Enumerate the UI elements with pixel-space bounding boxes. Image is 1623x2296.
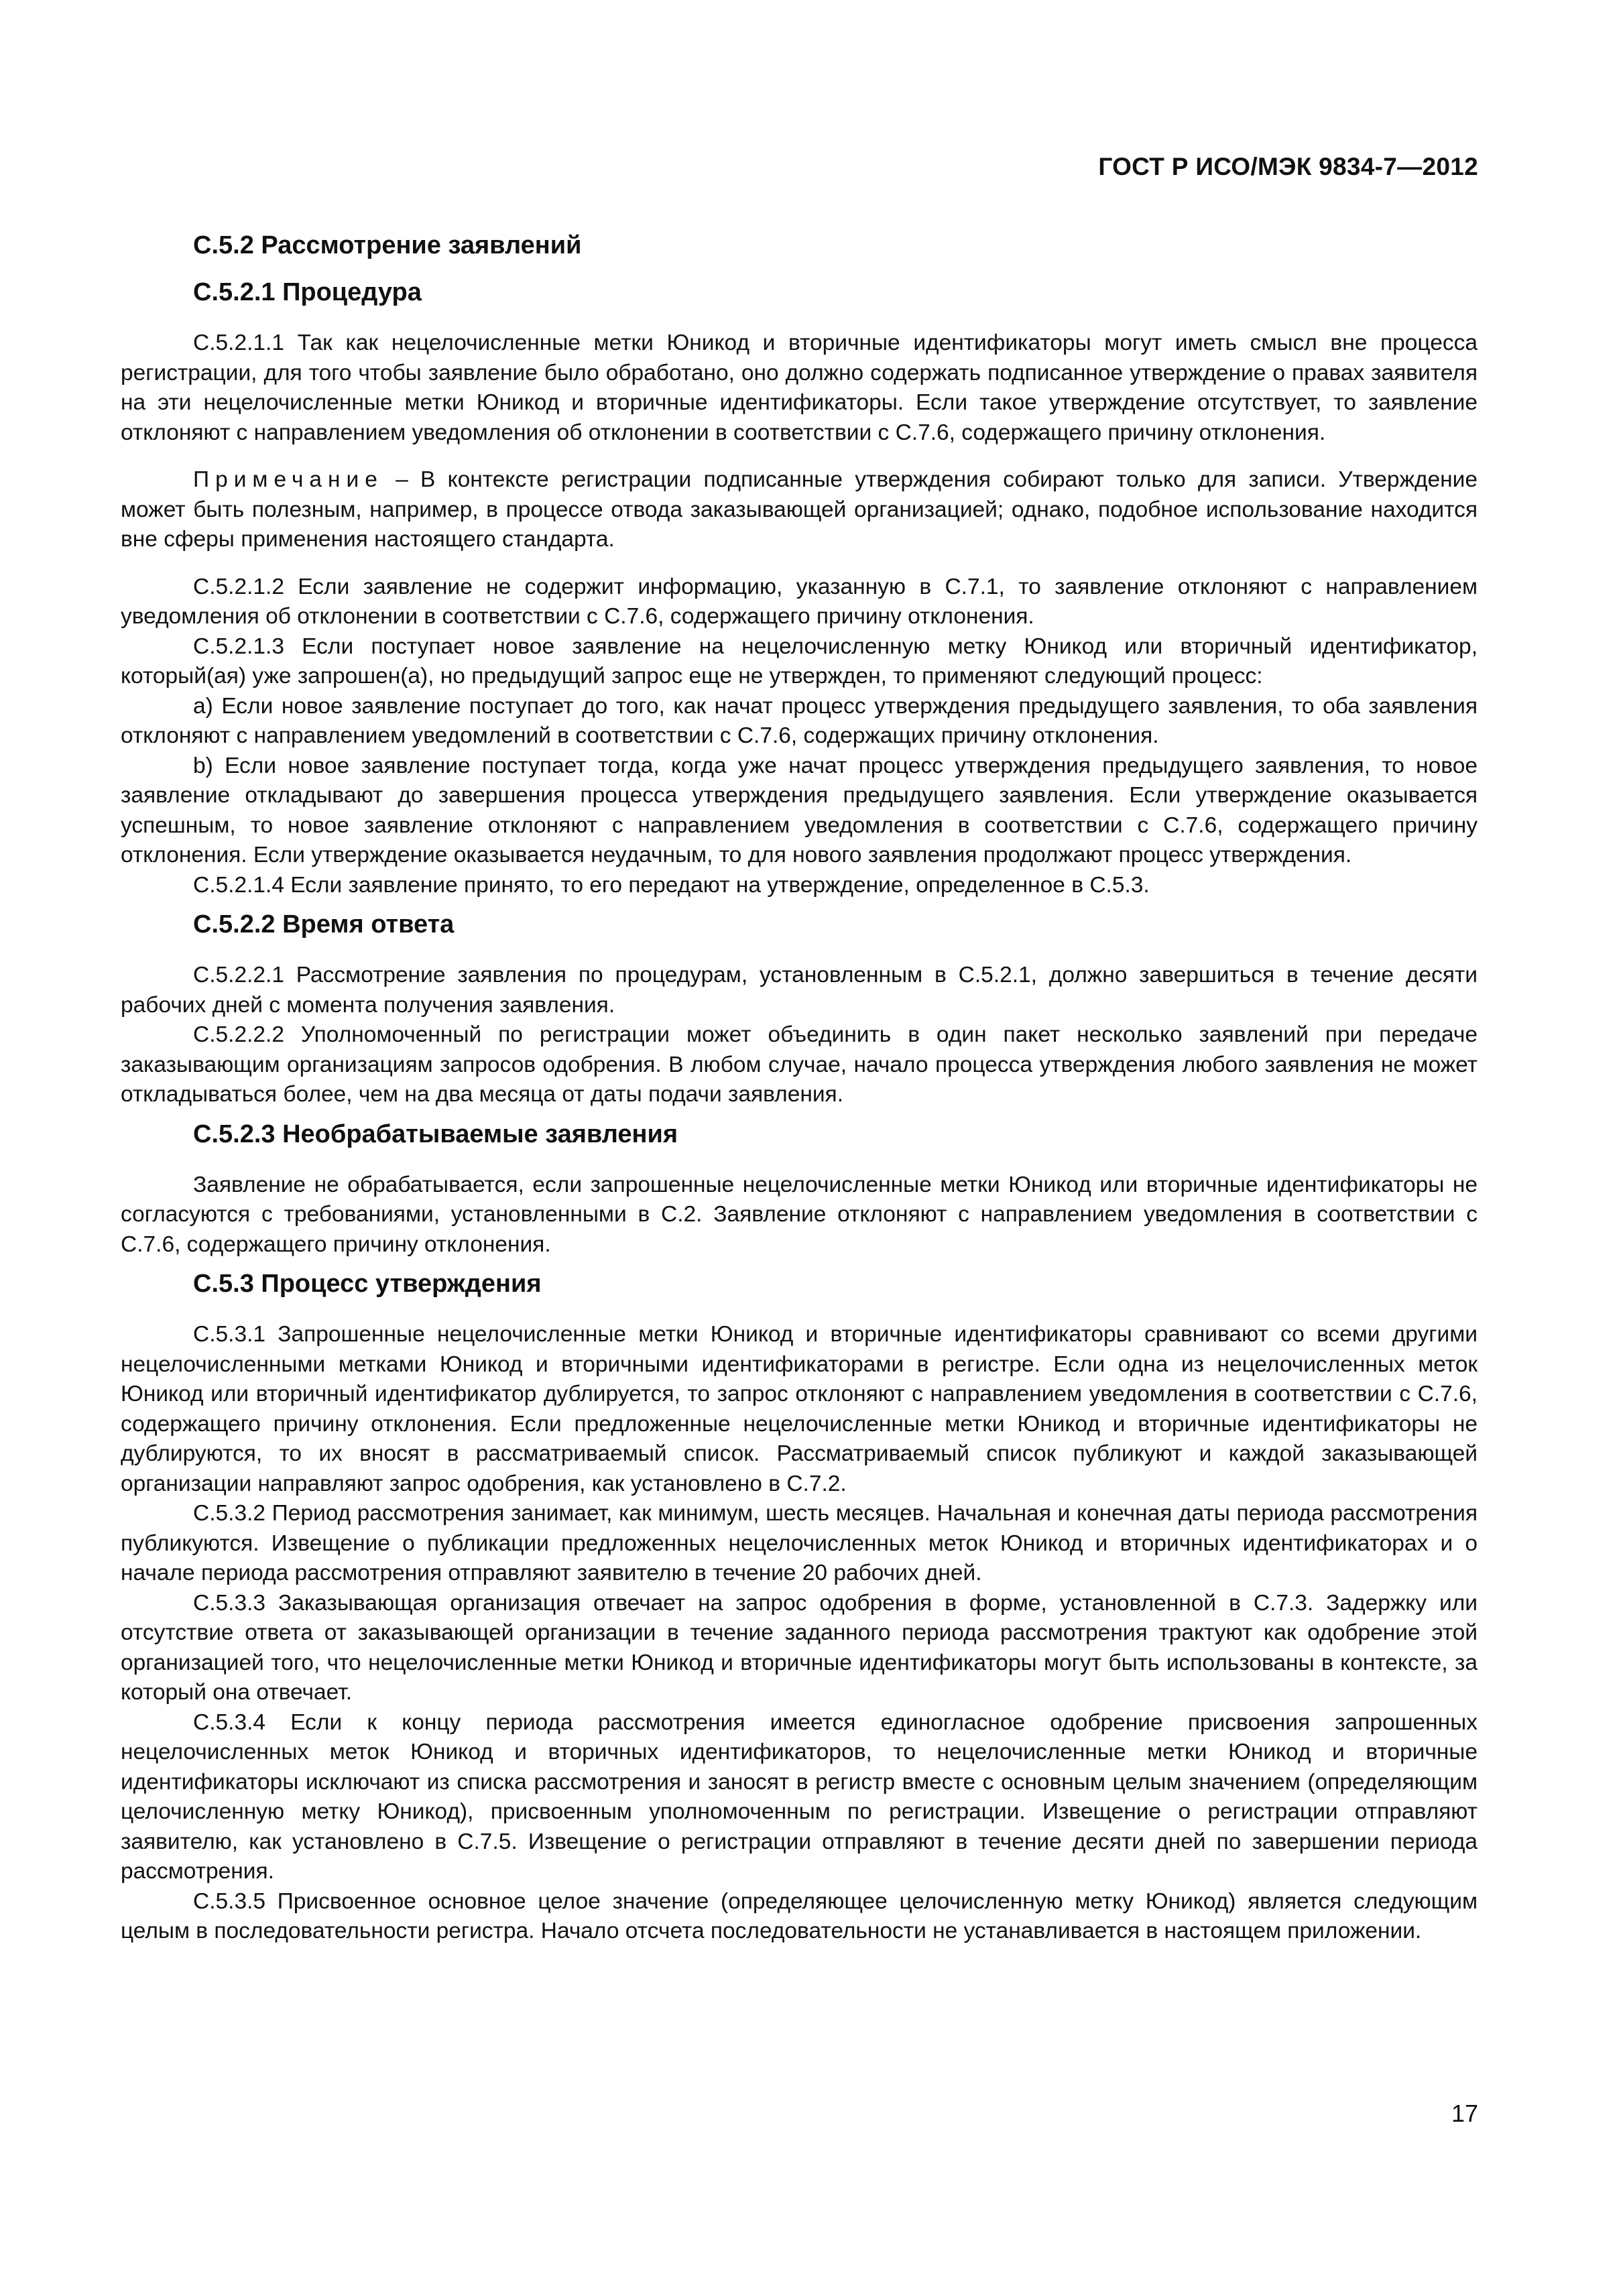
list-item-a: a) Если новое заявление поступает до того, как начат процесс утверждения предыдущего заявления, то оба заявления отклоняют с направлением уведомлений в соответствии с C.7.6, содержащих причину отклонения. bbox=[121, 693, 1478, 748]
note-paragraph bbox=[121, 465, 1478, 555]
note-text: – В контексте регистрации подписанные утверждения собирают только для записи. Утверждение может быть полезным, например, в процессе отвода заказывающей организацией; однако, подобное использование находится вне сферы применения настоящего стандарта. bbox=[121, 467, 1478, 552]
section-heading-c523: C.5.2.3 Необрабатываемые заявления bbox=[193, 1120, 678, 1148]
paragraph-c5222: C.5.2.2.2 Уполномоченный по регистрации может объединить в один пакет несколько заявлений при передаче заказывающим организациям запросов одобрения. В любом случае, начало процесса утверждения любого заявления не может откладываться более, чем на два месяца от даты подачи заявления. bbox=[121, 1022, 1478, 1107]
paragraph-c534: C.5.3.4 Если к концу периода рассмотрения имеется единогласное одобрение присвоения запрошенных нецелочисленных меток Юникод и вторичных идентификаторов, то нецелочисленные метки Юникод и вторичные идентификаторы исключают из списка рассмотрения и заносят в регистр вместе с основным целым значением (определяющим целочисленную метку Юникод), присвоенным уполномоченным по регистрации. Извещение о регистрации отправляют заявителю, как установлено в C.7.5. Извещение о регистрации отправляют в течение десяти дней по завершении периода рассмотрения. bbox=[121, 1709, 1478, 1884]
document-header-id: ГОСТ Р ИСО/МЭК 9834-7—2012 bbox=[1098, 153, 1478, 180]
paragraph-c533: C.5.3.3 Заказывающая организация отвечает на запрос одобрения в форме, установленной в C.7.3. Задержку или отсутствие ответа от заказывающей организации в течение заданного периода рассмотрения трактуют как одобрение этой организацией того, что нецелочисленные метки Юникод и вторичные идентификаторы могут быть использованы в контексте, за который она отвечает. bbox=[121, 1590, 1478, 1705]
paragraph-c523: Заявление не обрабатывается, если запрошенные нецелочисленные метки Юникод или вторичные идентификаторы не согласуются с требованиями, установленными в C.2. Заявление отклоняют с направлением уведомления в соответствии с C.7.6, содержащего причину отклонения. bbox=[121, 1172, 1478, 1257]
section-heading-c522: C.5.2.2 Время ответа bbox=[193, 910, 455, 939]
paragraph-c531: C.5.3.1 Запрошенные нецелочисленные метки Юникод и вторичные идентификаторы сравнивают со всеми другими нецелочисленными метками Юникод и вторичными идентификаторами в регистре. Если одна из нецелочисленных меток Юникод или вторичный идентификатор дублируется, то запрос отклоняют с направлением уведомления в соответствии с C.7.6, содержащего причину отклонения. Если предложенные нецелочисленные метки Юникод и вторичные идентификаторы не дублируются, то их вносят в рассматриваемый список. Рассматриваемый список публикуют и каждой заказывающей организации направляют запрос одобрения, как установлено в C.7.2. bbox=[121, 1322, 1478, 1496]
paragraph-c532: C.5.3.2 Период рассмотрения занимает, как минимум, шесть месяцев. Начальная и конечная даты периода рассмотрения публикуются. Извещение о публикации предложенных нецелочисленных меток Юникод и вторичных идентификаторах и о начале периода рассмотрения отправляют заявителю в течение 20 рабочих дней. bbox=[121, 1501, 1478, 1585]
document-body bbox=[121, 228, 1478, 1947]
section-heading-c521: C.5.2.1 Процедура bbox=[193, 278, 422, 306]
note-label: Примечание bbox=[193, 467, 383, 492]
list-item-b: b) Если новое заявление поступает тогда, когда уже начат процесс утверждения предыдущего заявления, то новое заявление откладывают до завершения процесса утверждения предыдущего заявления. Если утверждение оказывается успешным, то новое заявление отклоняют с направлением уведомления в соответствии с C.7.6, содержащего причину отклонения. Если утверждение оказывается неудачным, то для нового заявления продолжают процесс утверждения. bbox=[121, 753, 1478, 867]
paragraph-c5211: C.5.2.1.1 Так как нецелочисленные метки Юникод и вторичные идентификаторы могут иметь смысл вне процесса регистрации, для того чтобы заявление было обработано, оно должно содержать подписанное утверждение о правах заявителя на эти нецелочисленные метки Юникод и вторичные идентификаторы. Если такое утверждение отсутствует, то заявление отклоняют с направлением уведомления об отклонении в соответствии с C.7.6, содержащего причину отклонения. bbox=[121, 330, 1478, 445]
paragraph-c5221: C.5.2.2.1 Рассмотрение заявления по процедурам, установленным в C.5.2.1, должно завершиться в течение десяти рабочих дней с момента получения заявления. bbox=[121, 963, 1478, 1018]
paragraph-c5212: C.5.2.1.2 Если заявление не содержит информацию, указанную в C.7.1, то заявление отклоняют с направлением уведомления об отклонении в соответствии с C.7.6, содержащего причину отклонения. bbox=[121, 574, 1478, 629]
page-number: 17 bbox=[1451, 2100, 1478, 2127]
paragraph-c5214: C.5.2.1.4 Если заявление принято, то его передают на утверждение, определенное в C.5.3. bbox=[193, 872, 1150, 898]
section-heading-c53: C.5.3 Процесс утверждения bbox=[193, 1270, 542, 1298]
paragraph-c535: C.5.3.5 Присвоенное основное целое значение (определяющее целочисленную метку Юникод) является следующим целым в последовательности регистра. Начало отсчета последовательности не устанавливается в настоящем приложении. bbox=[121, 1888, 1478, 1943]
section-heading-c52: C.5.2 Рассмотрение заявлений bbox=[193, 231, 582, 259]
paragraph-c5213: C.5.2.1.3 Если поступает новое заявление на нецелочисленную метку Юникод или вторичный идентификатор, который(ая) уже запрошен(а), но предыдущий запрос еще не утвержден, то применяют следующий процесс: bbox=[121, 633, 1478, 688]
